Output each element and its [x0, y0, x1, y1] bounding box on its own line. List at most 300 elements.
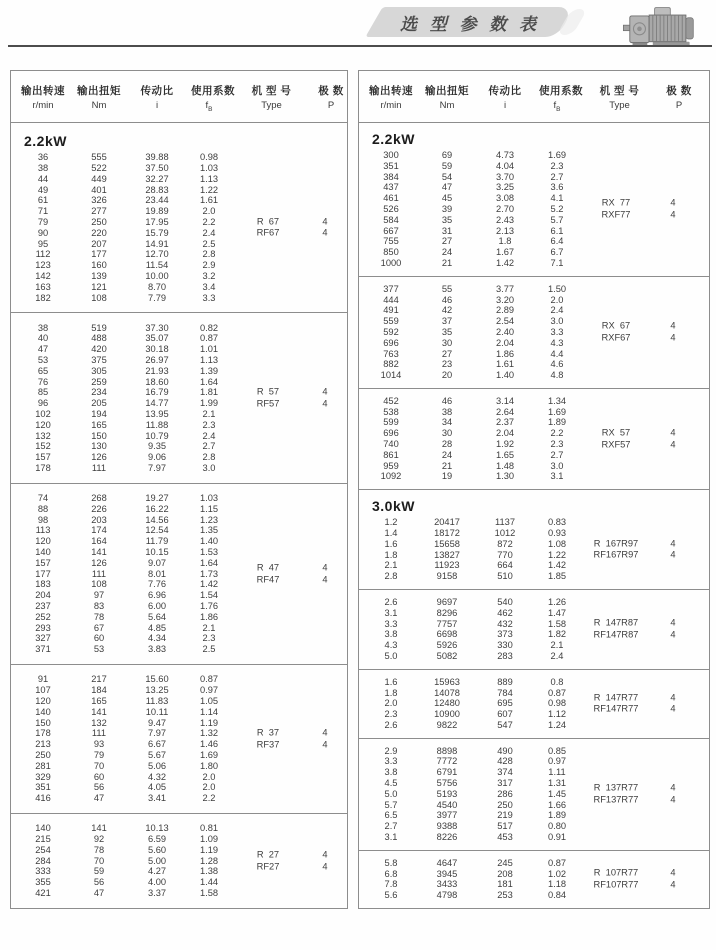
speed-value: 696 [383, 337, 399, 348]
block-rows [359, 597, 709, 662]
table-row [359, 517, 709, 528]
torque-value: 108 [91, 292, 107, 303]
table-row [359, 450, 709, 461]
service-factor-value: 1.03 [199, 162, 219, 173]
service-factor-value: 5.7 [550, 214, 564, 225]
model-type-value: R 107R77 [593, 867, 639, 878]
model-poles-row [225, 387, 339, 399]
service-factor-value: 7.1 [550, 257, 564, 268]
ratio-value: 21.93 [145, 365, 169, 376]
ratio-value: 462 [497, 607, 513, 618]
service-factor-value: 1.14 [199, 706, 219, 717]
ratio-value: 2.89 [495, 305, 515, 316]
torque-value: 60 [93, 633, 105, 644]
ratio-value: 3.70 [495, 171, 515, 182]
table-row [11, 344, 347, 355]
torque-value: 67 [93, 622, 105, 633]
service-factor-value: 2.0 [202, 206, 216, 217]
ratio-value: 283 [497, 650, 513, 661]
torque-value: 21 [441, 460, 453, 471]
service-factor-value: 1.66 [547, 799, 567, 810]
table-row [359, 810, 709, 821]
speed-value: 237 [35, 601, 51, 612]
block-rows [359, 517, 709, 582]
ratio-value: 11.88 [145, 419, 169, 430]
ratio-value: 2.13 [495, 225, 515, 236]
speed-value: 177 [35, 568, 51, 579]
table-row [359, 571, 709, 582]
torque-value: 11923 [434, 560, 460, 571]
service-factor-value: 0.83 [547, 517, 567, 528]
speed-value: 3.3 [384, 756, 398, 767]
torque-value: 5756 [436, 778, 458, 789]
table-row [359, 832, 709, 843]
model-poles-group [225, 563, 339, 586]
service-factor-value: 1.99 [199, 398, 219, 409]
speed-value: 38 [37, 322, 49, 333]
ratio-value: 374 [497, 767, 513, 778]
col-header-unit-sub: B [208, 105, 213, 113]
torque-value: 9822 [436, 719, 458, 730]
model-type-value: RF167R97 [593, 549, 639, 560]
pole-count-value: 4 [670, 538, 676, 549]
model-type-value: R 27 [256, 849, 280, 860]
torque-value: 3433 [436, 879, 458, 890]
ratio-value: 872 [497, 538, 513, 549]
service-factor-value: 6.4 [550, 236, 564, 247]
ratio-value: 664 [497, 560, 513, 571]
speed-value: 95 [37, 238, 49, 249]
torque-value: 226 [91, 503, 107, 514]
table-row [359, 890, 709, 901]
service-factor-value: 2.1 [202, 622, 216, 633]
table-row [11, 612, 347, 623]
block-rows [359, 396, 709, 482]
model-type-value: RF47 [256, 574, 280, 585]
table-row [11, 463, 347, 474]
service-factor-value: 1.39 [199, 365, 219, 376]
speed-value: 763 [383, 348, 399, 359]
ratio-value: 8.70 [147, 281, 167, 292]
ratio-value: 13.95 [145, 409, 169, 419]
table-row [11, 355, 347, 366]
ratio-value: 3.37 [147, 888, 167, 899]
model-poles-row [225, 563, 339, 575]
ratio-value: 510 [497, 571, 513, 582]
table-row [11, 493, 347, 504]
speed-value: 79 [37, 216, 49, 227]
torque-value: 24 [441, 247, 453, 258]
service-factor-value: 1.18 [547, 879, 567, 890]
ratio-value: 5.60 [147, 844, 167, 855]
service-factor-value: 2.7 [550, 449, 564, 460]
header-divider-rule [8, 45, 712, 47]
torque-value: 24 [441, 449, 453, 460]
torque-value: 259 [91, 376, 107, 387]
torque-value: 5926 [436, 640, 458, 651]
table-row [11, 431, 347, 442]
ratio-value: 2.04 [495, 337, 515, 348]
torque-value: 28 [441, 439, 453, 450]
model-poles-row [573, 198, 687, 210]
col-header-cn: 输出转速 [21, 84, 65, 97]
table-row [11, 547, 347, 558]
ratio-value: 1.48 [495, 460, 515, 471]
service-factor-value: 3.0 [202, 462, 216, 473]
table-row [11, 185, 347, 196]
torque-value: 15963 [434, 676, 460, 687]
pole-count-value: 4 [670, 617, 676, 628]
table-row [11, 707, 347, 718]
table-row [359, 182, 709, 193]
table-row [359, 295, 709, 306]
model-type-value: RF137R77 [593, 794, 639, 805]
torque-value: 53 [93, 644, 105, 655]
ratio-value: 30.18 [145, 344, 169, 355]
speed-value: 377 [383, 283, 399, 294]
table-row [359, 821, 709, 832]
column-header-row [359, 71, 709, 123]
ratio-value: 517 [497, 821, 513, 832]
pole-count-value: 4 [670, 629, 676, 640]
pole-count-value: 4 [670, 427, 676, 438]
col-header-cn: 传动比 [488, 84, 522, 97]
speed-value: 2.9 [384, 745, 398, 756]
speed-value: 90 [37, 227, 49, 238]
model-poles-row [225, 216, 339, 228]
torque-value: 56 [93, 782, 105, 793]
service-factor-value: 1.22 [199, 184, 219, 195]
table-row [11, 772, 347, 783]
service-factor-value: 4.6 [550, 359, 564, 370]
col-header-torque [75, 83, 123, 113]
service-factor-value: 0.97 [547, 756, 567, 767]
ratio-value: 1.40 [495, 370, 515, 381]
torque-value: 234 [91, 387, 107, 398]
torque-value: 19 [441, 471, 453, 482]
model-poles-group [225, 216, 339, 239]
torque-value: 38 [441, 406, 453, 417]
torque-value: 8226 [436, 832, 458, 843]
torque-value: 9158 [436, 571, 458, 582]
torque-value: 27 [441, 236, 453, 247]
ratio-value: 10.00 [145, 270, 169, 281]
ratio-value: 889 [497, 676, 513, 687]
col-header-unit: Nm [91, 99, 107, 111]
service-factor-value: 1.32 [199, 728, 219, 739]
model-poles-row [225, 574, 339, 586]
table-row [11, 163, 347, 174]
ratio-value: 1.30 [495, 471, 515, 482]
service-factor-value: 2.5 [202, 644, 216, 655]
torque-value: 111 [91, 568, 107, 579]
model-type-value: RX 77 [601, 197, 631, 208]
torque-value: 375 [91, 355, 107, 366]
model-poles-row [225, 850, 339, 862]
table-row [359, 756, 709, 767]
table-row [11, 441, 347, 452]
service-factor-value: 3.0 [550, 316, 564, 327]
torque-value: 23 [441, 359, 453, 370]
ratio-value: 7.79 [147, 292, 167, 303]
torque-value: 177 [91, 249, 107, 260]
col-header-unit: P [675, 99, 683, 111]
torque-value: 92 [93, 834, 105, 845]
table-row [359, 236, 709, 247]
power-rating-label: 2.2kW [24, 133, 67, 150]
ratio-value: 4.00 [147, 877, 167, 888]
speed-value: 49 [37, 184, 49, 195]
model-poles-row [573, 794, 687, 806]
speed-value: 300 [383, 149, 399, 160]
model-poles-group [573, 428, 687, 451]
ratio-value: 7.76 [147, 579, 167, 590]
model-type-value: R 147R77 [593, 692, 639, 703]
ratio-value: 11.54 [145, 260, 169, 271]
service-factor-value: 1.64 [199, 376, 219, 387]
service-factor-value: 1.28 [199, 855, 219, 866]
selection-parameter-table [10, 70, 710, 909]
service-factor-value: 1.54 [199, 590, 219, 601]
ratio-value: 770 [497, 549, 513, 560]
torque-value: 326 [91, 195, 107, 206]
service-factor-value: 0.91 [547, 832, 567, 843]
block-rows [11, 823, 347, 899]
ratio-value: 3.77 [495, 283, 515, 294]
torque-value: 488 [91, 333, 107, 344]
table-row [11, 260, 347, 271]
col-header-unit: Type [609, 99, 630, 111]
model-type-value: R 37 [256, 727, 280, 738]
ratio-value: 16.22 [145, 503, 169, 514]
service-factor-value: 1.40 [199, 536, 219, 547]
pole-count-value: 4 [322, 574, 328, 585]
table-row [359, 284, 709, 295]
speed-value: 102 [35, 409, 51, 419]
service-factor-value: 0.93 [547, 528, 567, 538]
model-type-value: R 147R87 [593, 617, 639, 628]
ratio-value: 3.08 [495, 193, 515, 204]
ratio-value: 286 [497, 788, 513, 799]
col-header-unit: i [503, 99, 507, 111]
torque-value: 56 [93, 877, 105, 888]
torque-value: 4798 [436, 890, 458, 901]
speed-value: 85 [37, 387, 49, 398]
torque-value: 141 [91, 823, 107, 834]
speed-value: 140 [35, 547, 51, 558]
torque-value: 59 [93, 866, 105, 877]
torque-value: 14078 [434, 687, 460, 698]
model-poles-row [573, 692, 687, 704]
ratio-value: 11.79 [145, 536, 169, 547]
ratio-value: 11.83 [145, 695, 169, 706]
ratio-value: 16.79 [145, 387, 169, 398]
speed-value: 98 [37, 514, 49, 525]
service-factor-value: 1.24 [547, 719, 567, 730]
service-factor-value: 1.58 [199, 888, 219, 899]
service-factor-value: 6.7 [550, 247, 564, 258]
service-factor-value: 1.08 [547, 538, 567, 549]
ratio-block [359, 850, 709, 908]
model-poles-row [573, 783, 687, 795]
service-factor-value: 1.53 [199, 547, 219, 558]
service-factor-value: 2.2 [550, 428, 564, 439]
speed-value: 1.2 [384, 517, 398, 528]
torque-value: 8296 [436, 607, 458, 618]
speed-value: 204 [35, 590, 51, 601]
ratio-value: 2.54 [495, 316, 515, 327]
speed-value: 696 [383, 428, 399, 439]
model-poles-row [573, 550, 687, 562]
service-factor-value: 1.31 [547, 778, 567, 789]
torque-value: 30 [441, 428, 453, 439]
speed-value: 5.0 [384, 788, 398, 799]
torque-value: 141 [91, 706, 107, 717]
service-factor-value: 1.13 [199, 355, 219, 366]
torque-value: 27 [441, 348, 453, 359]
ratio-value: 6.00 [147, 601, 167, 612]
ratio-block [11, 483, 347, 664]
table-row [11, 420, 347, 431]
torque-value: 174 [91, 525, 107, 536]
ratio-block [359, 738, 709, 850]
ratio-value: 1012 [494, 528, 516, 538]
service-factor-value: 2.4 [550, 305, 564, 316]
ratio-value: 4.85 [147, 622, 167, 633]
table-row [359, 746, 709, 757]
col-header-ratio [471, 83, 539, 113]
service-factor-value: 3.2 [202, 270, 216, 281]
ratio-value: 253 [497, 890, 513, 901]
speed-value: 667 [383, 225, 399, 236]
speed-value: 959 [383, 460, 399, 471]
ratio-value: 14.91 [145, 238, 169, 249]
model-poles-group [573, 618, 687, 641]
ratio-value: 3.41 [147, 793, 167, 804]
service-factor-value: 1.42 [547, 560, 567, 571]
speed-value: 351 [35, 782, 51, 793]
ratio-block [359, 669, 709, 738]
service-factor-value: 4.4 [550, 348, 564, 359]
col-header-speed [359, 83, 423, 113]
torque-value: 59 [441, 160, 453, 171]
service-factor-value: 1.38 [199, 866, 219, 877]
speed-value: 113 [35, 525, 51, 536]
col-header-poles [316, 83, 346, 113]
service-factor-value: 1.44 [199, 877, 219, 888]
ratio-value: 1.92 [495, 439, 515, 450]
model-type-value: RX 67 [601, 320, 631, 331]
ratio-block [11, 813, 347, 908]
service-factor-value: 2.3 [202, 633, 216, 644]
torque-value: 7772 [436, 756, 458, 767]
service-factor-value: 1.86 [199, 611, 219, 622]
service-factor-value: 2.2 [202, 216, 216, 227]
service-factor-value: 2.1 [550, 640, 564, 651]
model-type-value: RF57 [256, 398, 280, 409]
service-factor-value: 1.82 [547, 629, 567, 640]
service-factor-value: 1.19 [199, 844, 219, 855]
torque-value: 13827 [434, 549, 460, 560]
pole-count-value: 4 [322, 216, 328, 227]
service-factor-value: 1.05 [199, 695, 219, 706]
speed-value: 327 [35, 633, 51, 644]
speed-value: 1.8 [384, 687, 398, 698]
table-row [11, 293, 347, 304]
speed-value: 850 [383, 247, 399, 258]
ratio-value: 17.95 [145, 216, 169, 227]
table-row [11, 823, 347, 834]
speed-value: 2.6 [384, 719, 398, 730]
ratio-value: 607 [497, 709, 513, 720]
ratio-value: 330 [497, 640, 513, 651]
ratio-value: 15.79 [145, 227, 169, 238]
service-factor-value: 4.3 [550, 337, 564, 348]
ratio-value: 695 [497, 698, 513, 709]
torque-value: 20 [441, 370, 453, 381]
torque-value: 519 [91, 322, 107, 333]
block-rows [359, 150, 709, 269]
ratio-value: 37.50 [145, 162, 169, 173]
service-factor-value: 2.0 [202, 782, 216, 793]
service-factor-value: 1.89 [547, 417, 567, 428]
ratio-value: 3.83 [147, 644, 167, 655]
service-factor-value: 0.98 [199, 152, 219, 163]
torque-value: 42 [441, 305, 453, 316]
model-poles-row [573, 321, 687, 333]
model-poles-group [225, 728, 339, 751]
speed-value: 293 [35, 622, 51, 633]
service-factor-value: 1.22 [547, 549, 567, 560]
speed-value: 40 [37, 333, 49, 344]
model-poles-row [573, 428, 687, 440]
pole-count-value: 4 [322, 727, 328, 738]
torque-value: 277 [91, 206, 107, 217]
col-header-cn: 使用系数 [191, 84, 235, 97]
ratio-value: 3.20 [495, 294, 515, 305]
table-row [11, 685, 347, 696]
speed-value: 152 [35, 441, 51, 452]
torque-value: 268 [91, 493, 107, 504]
speed-value: 178 [35, 462, 51, 473]
torque-value: 7757 [436, 618, 458, 629]
torque-value: 45 [441, 193, 453, 204]
speed-value: 44 [37, 173, 49, 184]
model-poles-row [225, 228, 339, 240]
torque-value: 12480 [434, 698, 460, 709]
torque-value: 31 [441, 225, 453, 236]
service-factor-value: 1.35 [199, 525, 219, 536]
speed-value: 96 [37, 398, 49, 409]
pole-count-value: 4 [322, 861, 328, 872]
ratio-value: 28.83 [145, 184, 169, 195]
service-factor-value: 0.80 [547, 821, 567, 832]
ratio-value: 9.07 [147, 557, 167, 568]
ratio-value: 23.44 [145, 195, 169, 206]
torque-value: 3945 [436, 868, 458, 879]
col-header-unit-sub: B [556, 105, 561, 113]
ratio-value: 4.34 [147, 633, 167, 644]
service-factor-value: 2.7 [202, 441, 216, 452]
speed-value: 163 [35, 281, 51, 292]
table-row [359, 305, 709, 316]
ratio-value: 317 [497, 778, 513, 789]
torque-value: 69 [441, 149, 453, 160]
model-type-value: RF107R77 [593, 879, 639, 890]
pole-count-value: 4 [670, 703, 676, 714]
table-row [359, 640, 709, 651]
torque-value: 4647 [436, 857, 458, 868]
